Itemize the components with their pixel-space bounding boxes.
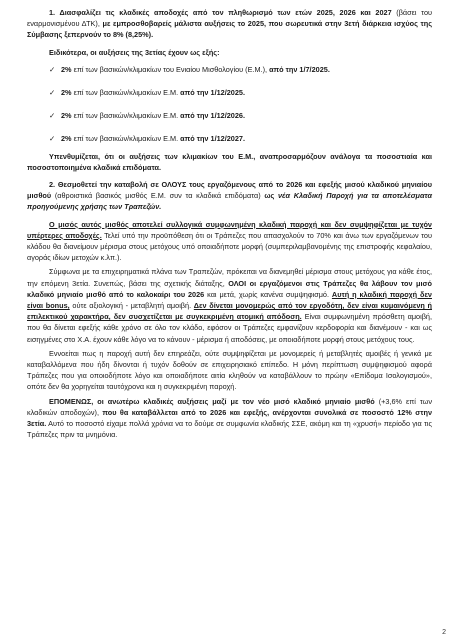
list-item: ✓ 2% επί των βασικών/κλιμακίων του Ενιαίου Μισθολογίου (Ε.Μ.), από την 1/7/2025. [49, 64, 330, 74]
list-item: ✓ 2% επί των βασικών/κλιμακίων Ε.Μ. από την 1/12/2027. [49, 134, 246, 144]
checkmark-icon: ✓ [49, 134, 56, 144]
section-2-paragraph: 2. Θεσμοθετεί την καταβολή σε ΟΛΟΥΣ τους εργαζόμενους από το 2026 και εφεξής μισού κλαδικού μηνιαίου μισθού (αθροιστικά βασικός μισθός Ε.Μ. συν τα κλαδικά επιδόματα) ως νέα Κλαδική Παροχή για τα αποτελέσματα προηγούμενης χρήσης των Τραπεζών. [27, 180, 432, 212]
page-number: 2 [442, 629, 446, 636]
increase-list [27, 64, 432, 145]
offset-paragraph: Εννοείται πως η παροχή αυτή δεν επηρεάζει, ούτε συμψηφίζεται με μονομερείς ή μεταβλητές αμοιβές ή γενικά με καταβαλλόμενα που ήδη δίνονται ή τυχόν δοθούν σε επιχειρησιακό επίπεδο. Η μόνη περίπτωση συμψηφισμού αφορά Τράπεζες που για οποιοδήποτε λόγο και οποιαδήποτε αιτία κληθούν να καταβάλλουν το πρώην «Επίδομα Ισολογισμού», οπότε δεν θα χορηγείται ταυτόχρονα και η συγκεκριμένη παροχή. [27, 348, 432, 392]
checkmark-icon: ✓ [49, 111, 56, 121]
section-1-rest: με εμπροσθοβαρείς μάλιστα αυξήσεις το 2025, που σωρευτικά στην 3ετή διάρκεια ισχύος της Σύμβασης ξεπερνούν το 8% (8,25%). [27, 19, 432, 40]
list-item: ✓ 2% επί των βασικών/κλιμακίων Ε.Μ. από την 1/12/2025. [49, 88, 246, 98]
section-1-paragraph [27, 7, 432, 41]
section-1-note: (βάσει του εναρμονισμένου ΔΤΚ), [27, 8, 433, 29]
list-item: ✓ 2% επί των βασικών/κλιμακίων Ε.Μ. από την 1/12/2026. [49, 111, 246, 121]
checkmark-icon: ✓ [49, 64, 56, 74]
half-salary-paragraph: Ο μισός αυτός μισθός αποτελεί συλλογικά συμφωνημένη κλαδική παροχή και δεν συμψηφίζεται με τυχόν υπέρτερες αποδοχές. Τελεί υπό την προϋπόθεση ότι οι Τράπεζες που απασχολούν το 70% και άνω των εργαζόμενων του κλάδου θα διανείμουν μέρισμα στους μετόχους υπό οποιαδήποτε μορφή (συμπεριλαμβανομένης της επιστροφής κεφαλαίου, αγοράς ιδίων μετοχών κ.λπ.). [27, 219, 432, 263]
conclusion-paragraph: ΕΠΟΜΕΝΩΣ, οι ανωτέρω κλαδικές αυξήσεις μαζί με τον νέο μισό κλαδικό μηνιαίο μισθό (+3,6% επί των κλαδικών αποδοχών), που θα καταβάλλεται από το 2026 και εφεξής, ανέρχονται συνολικά σε ποσοστό 12% στην 3ετία. Αυτό το ποσοστό είχαμε πολλά χρόνια να το δούμε σε συμφωνία κλαδικής ΣΣΕ, ακόμη και τη «χρυσή» περίοδο για τις Τράπεζες πριν τα μνημόνια. [27, 396, 433, 440]
reminder-paragraph: Υπενθυμίζεται, ότι οι αυξήσεις των κλιμακίων του Ε.Μ., αναπροσαρμόζουν ανάλογα τα ποσοστιαία και ποσοστοποιημένα κλαδικά επιδόματα. [27, 151, 432, 172]
business-plans-paragraph: Σύμφωνα με τα επιχειρηματικά πλάνα των Τραπεζών, πρόκειται να διανεμηθεί μέρισμα στους μετόχους για κάθε έτος, την επόμενη 3ετία. Συνεπώς, βάσει της σχετικής διάταξης, ΟΛΟΙ οι εργαζόμενοι στις Τράπεζες θα λάβουν τον μισό κλαδικό μηνιαίο μισθό από το καλοκαίρι του 2026 και μετά, χωρίς κανένα συμψηφισμό. Αυτή η κλαδική παροχή δεν είναι bonus, ούτε αξιολογική - μεταβλητή αμοιβή. Δεν δίνεται μονομερώς από τον εργοδότη, δεν είναι κυμαινόμενη ή επιλεκτικού χαρακτήρα, δεν συσχετίζεται με συγκεκριμένη ατομική απόδοση. Είναι συμφωνημένη πρόσθετη αμοιβή, που θα δίνεται εφεξής κάθε χρόνο σε όλο τον κλάδο, εφόσον οι Τράπεζες εμφανίζουν κερδοφορία και διανέμουν - και ως εισηγμένες στο Χ.Α. έχουν κάθε λόγο να το κάνουν - μέρισμα ή αποδόσεις, με οποιαδήποτε μορφή στους μετόχους τους. [27, 267, 432, 344]
section-1-lead: 1. Διασφαλίζει τις κλαδικές αποδοχές από τον πληθωρισμό των ετών 2025, 2026 και 2027 [49, 8, 392, 17]
increases-intro: Ειδικότερα, οι αυξήσεις της 3ετίας έχουν ως εξής: [49, 47, 220, 57]
checkmark-icon: ✓ [49, 88, 56, 98]
